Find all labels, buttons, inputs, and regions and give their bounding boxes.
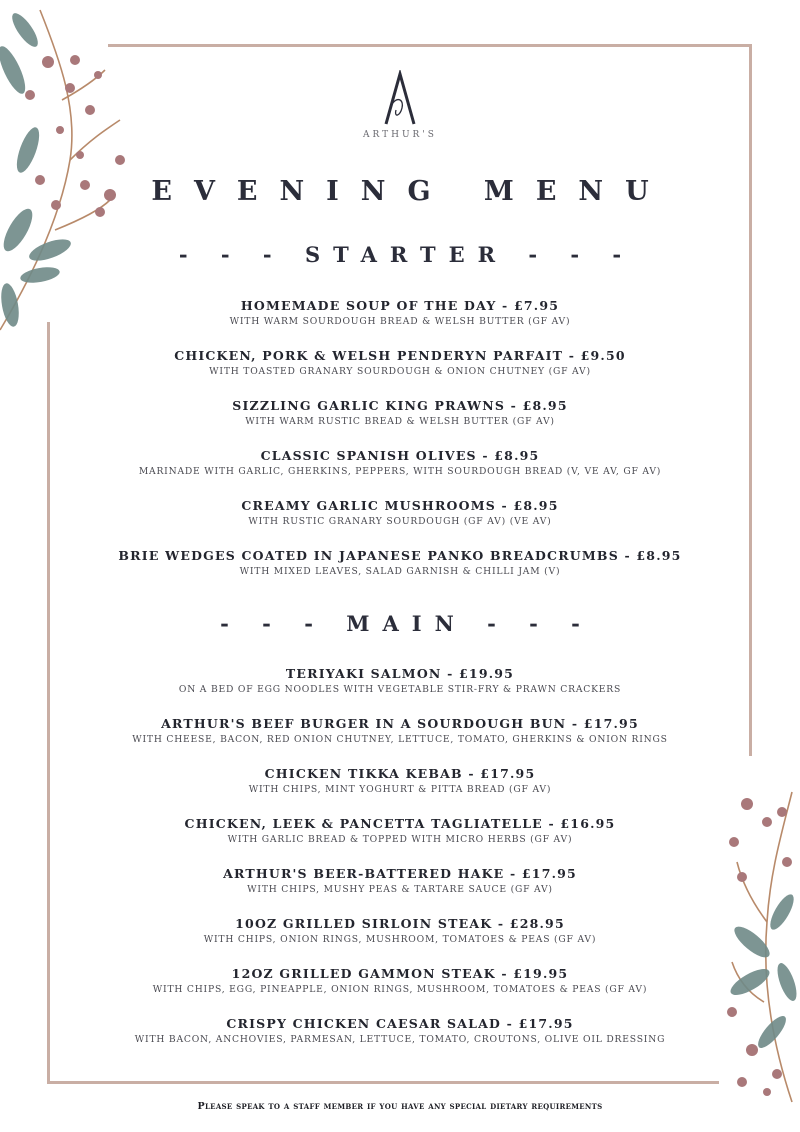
menu-item xyxy=(0,348,800,377)
item-name: TERIYAKI SALMON - £19.95 xyxy=(285,666,515,681)
item-description: WITH CHIPS, EGG, PINEAPPLE, ONION RINGS, MUSHROOM, TOMATOES & PEAS (GF AV) xyxy=(152,984,648,995)
menu-item xyxy=(0,916,800,945)
menu-item xyxy=(0,966,800,995)
item-name: HOMEMADE SOUP OF THE DAY - £7.95 xyxy=(240,298,560,313)
menu-item xyxy=(0,398,800,427)
section-heading-starter: - - - STARTER - - - xyxy=(178,242,635,267)
item-description: WITH BACON, ANCHOVIES, PARMESAN, LETTUCE, TOMATO, CROUTONS, OLIVE OIL DRESSING xyxy=(134,1034,666,1045)
menu-item xyxy=(0,716,800,745)
item-name: CLASSIC SPANISH OLIVES - £8.95 xyxy=(260,448,540,463)
arthurs-logo-icon xyxy=(380,70,420,126)
brand-name: ARTHUR'S xyxy=(363,130,437,140)
menu-item xyxy=(0,866,800,895)
menu-item xyxy=(0,498,800,527)
item-name: CHICKEN TIKKA KEBAB - £17.95 xyxy=(264,766,536,781)
item-name: CHICKEN, PORK & WELSH PENDERYN PARFAIT - £9.50 xyxy=(174,348,626,363)
menu-item xyxy=(0,816,800,845)
item-description: WITH RUSTIC GRANARY SOURDOUGH (GF AV) (VE AV) xyxy=(248,516,552,527)
page-title: EVENING MENU xyxy=(151,176,671,207)
item-name: ARTHUR'S BEEF BURGER IN A SOURDOUGH BUN - £17.95 xyxy=(161,716,639,731)
item-description: WITH GARLIC BREAD & TOPPED WITH MICRO HERBS (GF AV) xyxy=(227,834,573,845)
item-name: 10OZ GRILLED SIRLOIN STEAK - £28.95 xyxy=(235,916,565,931)
item-description: WITH WARM SOURDOUGH BREAD & WELSH BUTTER (GF AV) xyxy=(229,316,571,327)
menu-item xyxy=(0,666,800,695)
item-description: WITH CHIPS, MINT YOGHURT & PITTA BREAD (GF AV) xyxy=(248,784,552,795)
item-description: WITH CHEESE, BACON, RED ONION CHUTNEY, LETTUCE, TOMATO, GHERKINS & ONION RINGS xyxy=(132,734,668,745)
menu-item xyxy=(0,766,800,795)
frame-top-line xyxy=(108,44,752,47)
section-heading-main: - - - MAIN - - - xyxy=(220,611,593,636)
brand-logo xyxy=(0,70,800,140)
item-description: WITH CHIPS, MUSHY PEAS & TARTARE SAUCE (GF AV) xyxy=(247,884,553,895)
item-description: WITH WARM RUSTIC BREAD & WELSH BUTTER (GF AV) xyxy=(245,416,555,427)
item-name: SIZZLING GARLIC KING PRAWNS - £8.95 xyxy=(232,398,568,413)
item-description: WITH CHIPS, ONION RINGS, MUSHROOM, TOMATOES & PEAS (GF AV) xyxy=(203,934,597,945)
menu-item xyxy=(0,448,800,477)
item-description: ON A BED OF EGG NOODLES WITH VEGETABLE STIR-FRY & PRAWN CRACKERS xyxy=(178,684,622,695)
item-name: 12OZ GRILLED GAMMON STEAK - £19.95 xyxy=(231,966,569,981)
menu-item xyxy=(0,548,800,577)
item-name: CREAMY GARLIC MUSHROOMS - £8.95 xyxy=(241,498,559,513)
item-name: ARTHUR'S BEER-BATTERED HAKE - £17.95 xyxy=(223,866,577,881)
item-description: WITH MIXED LEAVES, SALAD GARNISH & CHILLI JAM (V) xyxy=(239,566,561,577)
frame-bottom-line xyxy=(47,1081,719,1084)
item-description: WITH TOASTED GRANARY SOURDOUGH & ONION CHUTNEY (GF AV) xyxy=(209,366,591,377)
item-name: CHICKEN, LEEK & PANCETTA TAGLIATELLE - £16.95 xyxy=(184,816,616,831)
dietary-footer-note: Please speak to a staff member if you have any special dietary requirements xyxy=(197,1101,603,1112)
item-description: MARINADE WITH GARLIC, GHERKINS, PEPPERS, WITH SOURDOUGH BREAD (V, VE AV, GF AV) xyxy=(138,466,662,477)
item-name: BRIE WEDGES COATED IN JAPANESE PANKO BREADCRUMBS - £8.95 xyxy=(118,548,682,563)
item-name: CRISPY CHICKEN CAESAR SALAD - £17.95 xyxy=(226,1016,574,1031)
menu-item xyxy=(0,298,800,327)
menu-item xyxy=(0,1016,800,1045)
